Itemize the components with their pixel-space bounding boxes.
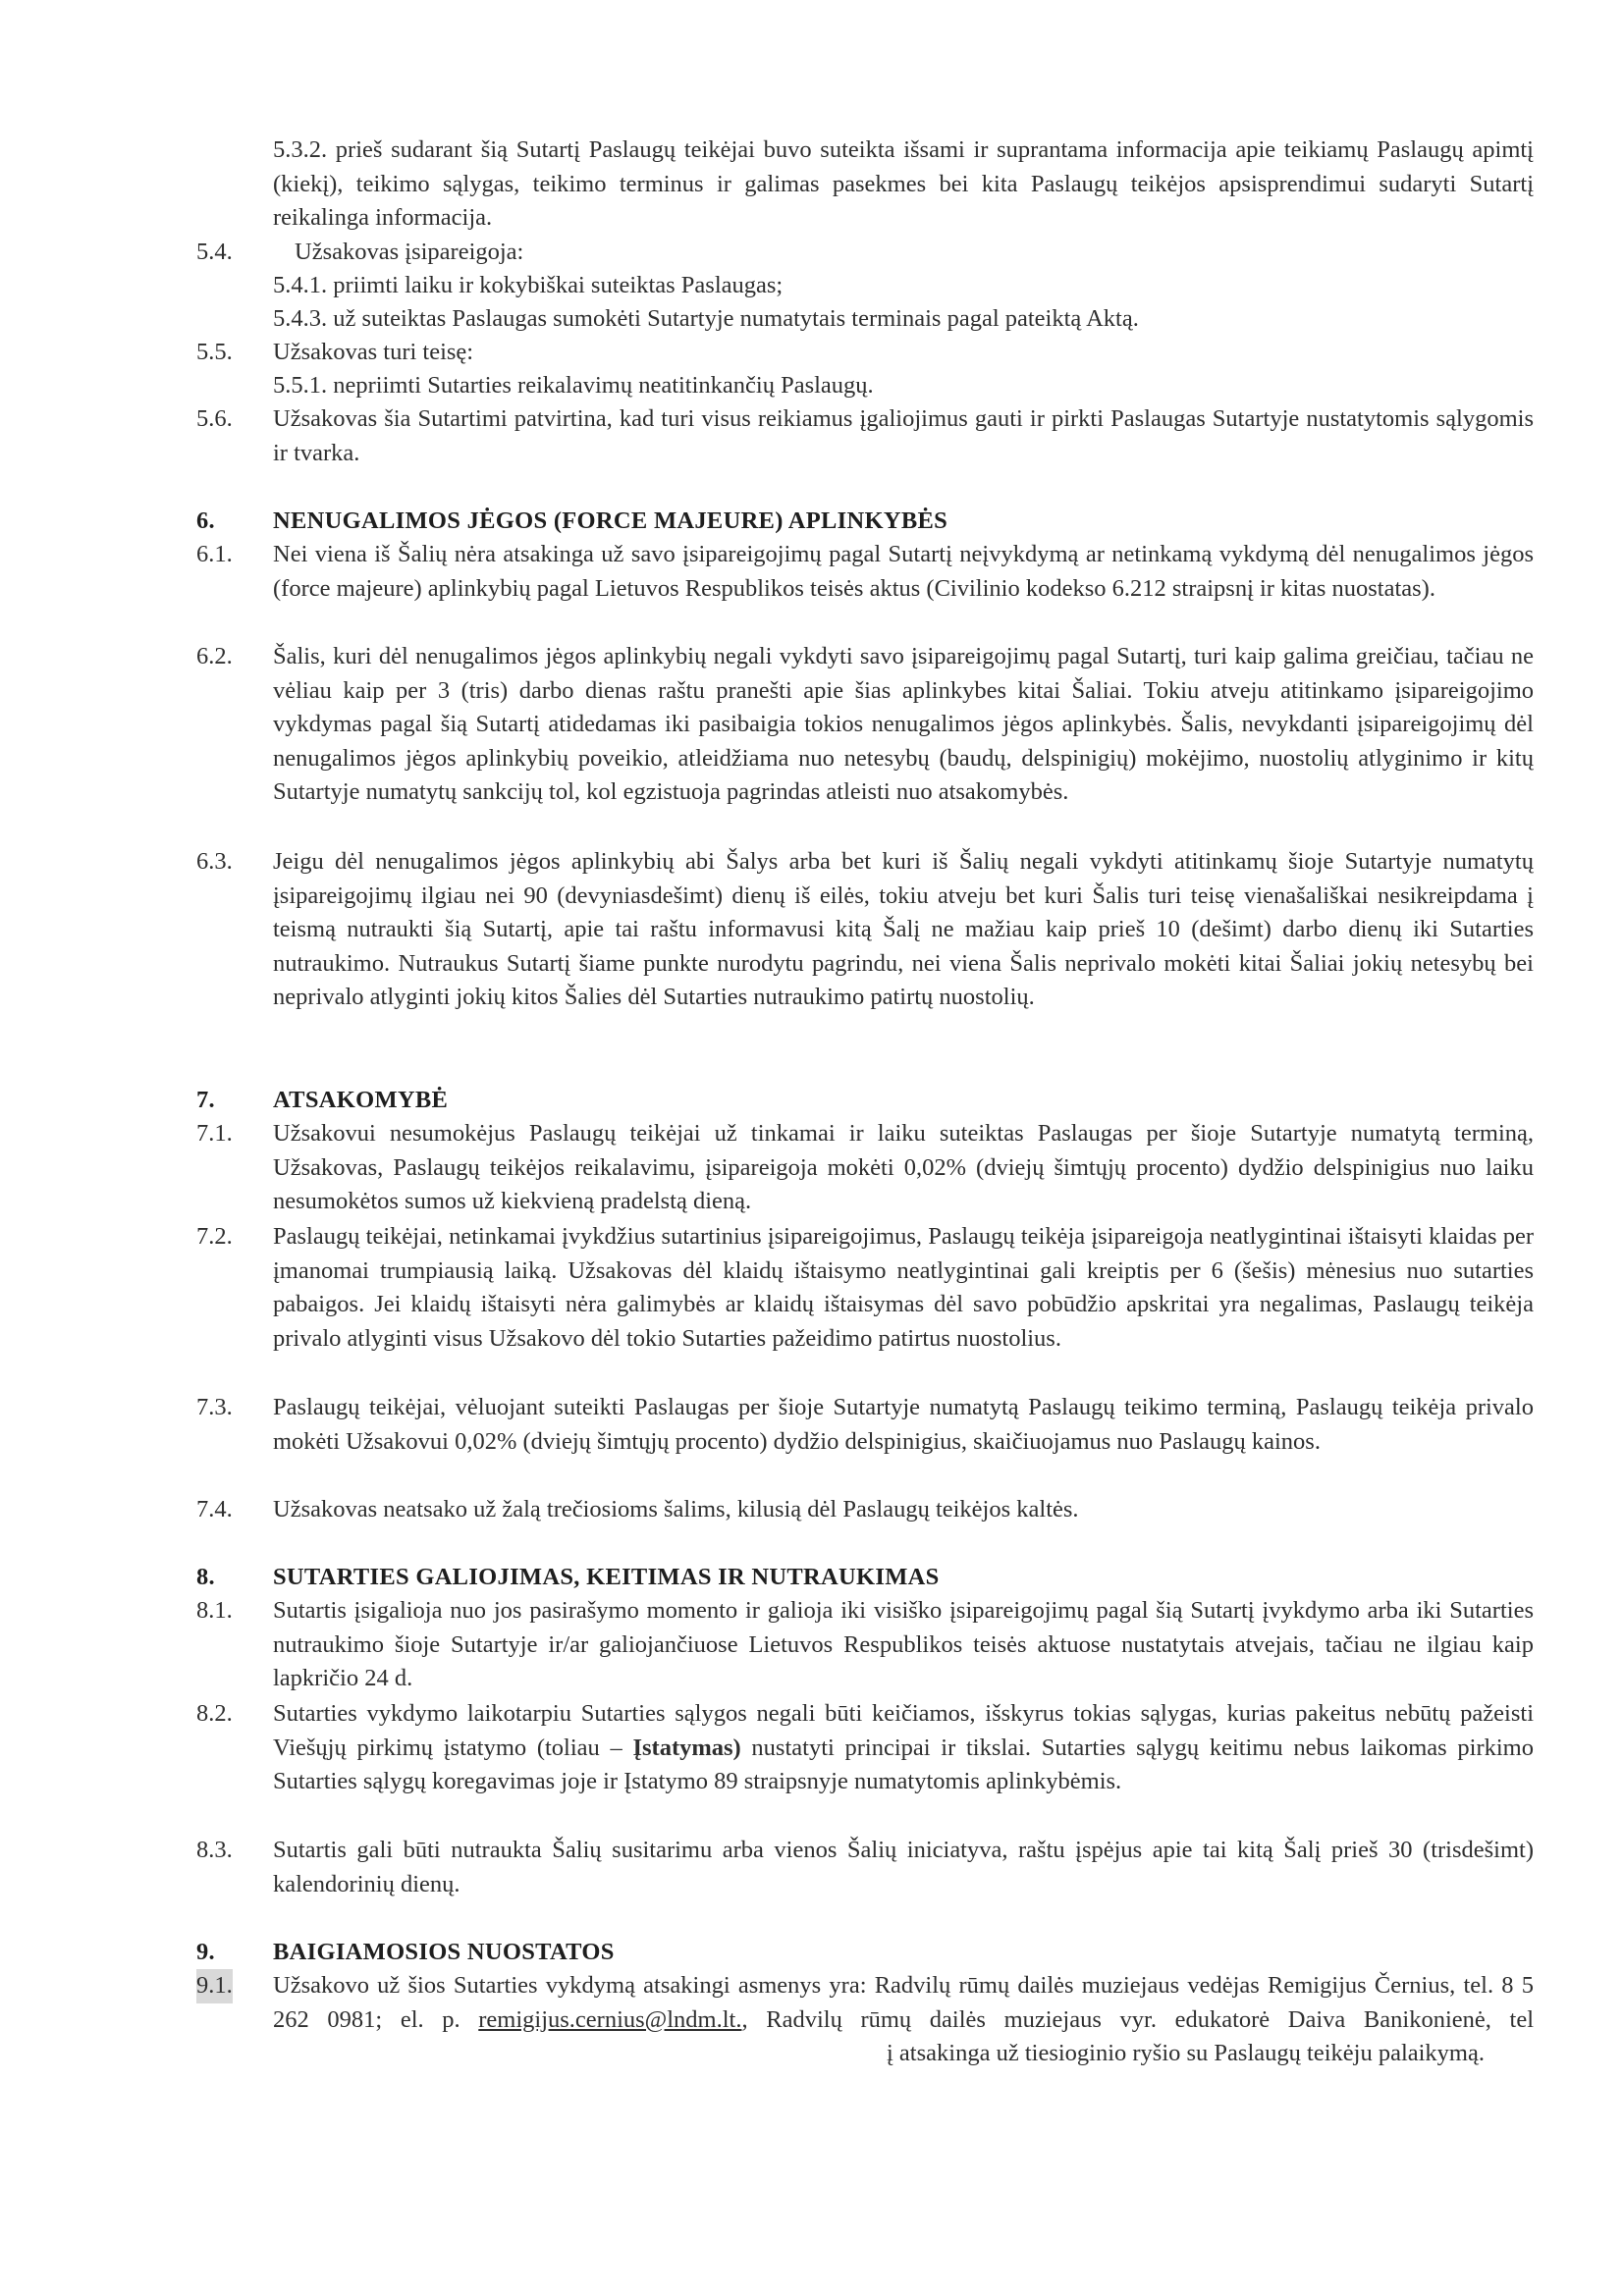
clause-number: 5.6. — [196, 405, 233, 432]
clause-text — [273, 1697, 1534, 1799]
clause-number: 8.1. — [196, 1597, 233, 1624]
clause-text-part: Sutarties vykdymo laikotarpiu Sutarties sąlygos negali būti keičiamos, išskyrus tokias sąlygas, kurias pakeitus nebūtų pažeisti Viešųjų pirkimų įstatymo (toliau – — [273, 1700, 1534, 1761]
clause-number: 6.1. — [196, 541, 233, 567]
section-number: 8. — [196, 1564, 215, 1590]
clause-text: Užsakovas neatsako už žalą trečiosioms šalims, kilusią dėl Paslaugų teikėjos kaltės. — [273, 1496, 1079, 1522]
section-number: 7. — [196, 1087, 215, 1113]
clause-text: Paslaugų teikėjai, netinkamai įvykdžius sutartinius įsipareigojimus, Paslaugų teikėja įsipareigoja neatlygintinai ištaisyti klaidas per įmanomai trumpiausią laiką. Užsakovas dėl klaidų ištaisymo neatlygintinai gali kreiptis per 6 (šešis) mėnesius nuo sutarties pabaigos. Jei klaidų ištaisyti nėra galimybės ar klaidų ištaisymas dėl savo pobūdžio apskritai yra negalimas, Paslaugų teikėja privalo atlyginti visus Užsakovo dėl tokio Sutarties pažeidimo patirtus nuostolius. — [273, 1223, 1534, 1352]
clause-number: 8.2. — [196, 1700, 233, 1727]
clause-number: 5.5. — [196, 339, 233, 365]
section-number: 9. — [196, 1939, 215, 1965]
clause-text-part: Užsakovo už šios Sutarties vykdymą atsakingi asmenys yra: Radvilų rūmų dailės muziejaus vedėjas Remigijus Černius, tel. 8 5 262 0981; el. p. — [273, 1972, 1534, 2033]
defined-term: Įstatymas) — [632, 1734, 741, 1761]
section-title: SUTARTIES GALIOJIMAS, KEITIMAS IR NUTRAUKIMAS — [273, 1564, 940, 1590]
clause-number: 5.4. — [196, 239, 233, 265]
clause-text — [273, 1969, 1534, 2071]
clause-text: Užsakovui nesumokėjus Paslaugų teikėjai už tinkamai ir laiku suteiktas Paslaugas per šioje Sutartyje numatytą terminą, Užsakovas, Paslaugų teikėjos reikalavimu, įsipareigoja mokėti 0,02% (dviejų šimtųjų procento) dydžio delspinigius nuo laiku nesumokėtos sumos už kiekvieną pradelstą dieną. — [273, 1120, 1534, 1214]
section-number: 6. — [196, 507, 215, 534]
clause-text: Užsakovas turi teisę: — [273, 339, 474, 365]
clause-text-part: nustatyti principai ir tikslai. Sutarties sąlygų keitimu nebus laikomas pirkimo Sutarties sąlygų koregavimas joje ir Įstatymo 89 straipsnyje numatytomis aplinkybėmis. — [273, 1734, 1534, 1794]
clause-number: 7.2. — [196, 1223, 233, 1250]
email-link[interactable]: remigijus.cernius@lndm.lt. — [478, 2005, 742, 2033]
clause-text: Sutartis įsigalioja nuo jos pasirašymo momento ir galioja iki visiško įsipareigojimų pagal šią Sutartį įvykdymo arba iki Sutarties nutraukimo šioje Sutartyje ir/ar galiojančiuose Lietuvos Respublikos teisės aktuose nustatytais atvejais, tačiau ne ilgiau kaip lapkričio 24 d. — [273, 1597, 1534, 1691]
clause-number: 7.4. — [196, 1496, 233, 1522]
section-title: BAIGIAMOSIOS NUOSTATOS — [273, 1939, 615, 1965]
clause-number: 7.3. — [196, 1394, 233, 1420]
clause-text: 5.4.3. už suteiktas Paslaugas sumokėti Sutartyje numatytais terminais pagal pateiktą Aktą. — [273, 305, 1139, 332]
section-title: ATSAKOMYBĖ — [273, 1087, 449, 1113]
clause-number: 8.3. — [196, 1837, 233, 1863]
clause-text: 5.3.2. prieš sudarant šią Sutartį Paslaugų teikėjai buvo suteikta išsami ir suprantama informacija apie teikiamų Paslaugų apimtį (kiekį), teikimo sąlygas, teikimo terminus ir galimas pasekmes bei kita Paslaugų teikėjos apsisprendimui sudaryti Sutartį reikalinga informacija. — [273, 136, 1534, 231]
clause-number: 9.1. — [196, 1969, 233, 2003]
clause-text-part: į atsakinga už tiesioginio ryšio su Paslaugų teikėju palaikymą. — [887, 2040, 1485, 2066]
clause-text: 5.5.1. nepriimti Sutarties reikalavimų neatitinkančių Paslaugų. — [273, 372, 874, 399]
clause-text: Užsakovas šia Sutartimi patvirtina, kad turi visus reikiamus įgaliojimus gauti ir pirkti Paslaugas Sutartyje nustatytomis sąlygomis ir tvarka. — [273, 405, 1534, 466]
clause-number: 6.2. — [196, 643, 233, 669]
clause-number: 6.3. — [196, 848, 233, 875]
clause-text: 5.4.1. priimti laiku ir kokybiškai suteiktas Paslaugas; — [273, 272, 784, 298]
clause-text: Užsakovas įsipareigoja: — [295, 239, 524, 265]
clause-text-part: , Radvilų rūmų dailės muziejaus vyr. edukatorė Daiva Banikonienė, tel — [741, 2005, 1534, 2033]
section-title: NENUGALIMOS JĖGOS (FORCE MAJEURE) APLINKYBĖS — [273, 507, 948, 534]
clause-text: Šalis, kuri dėl nenugalimos jėgos aplinkybių negali vykdyti savo įsipareigojimų pagal Sutartį, turi kaip galima greičiau, tačiau ne vėliau kaip per 3 (tris) darbo dienas raštu pranešti apie šias aplinkybes kitai Šaliai. Tokiu atveju atitinkamo įsipareigojimo vykdymas pagal šią Sutartį atidedamas iki pasibaigia tokios nenugalimos jėgos aplinkybės. Šalis, nevykdanti įsipareigojimų dėl nenugalimos jėgos aplinkybių poveikio, atleidžiama nuo netesybų (baudų, delspinigių) mokėjimo, nuostolių atlyginimo ir kitų Sutartyje numatytų sankcijų tol, kol egzistuoja pagrindas atleisti nuo atsakomybės. — [273, 643, 1534, 805]
clause-number: 7.1. — [196, 1120, 233, 1147]
clause-text: Jeigu dėl nenugalimos jėgos aplinkybių abi Šalys arba bet kuri iš Šalių negali vykdyti atitinkamų šioje Sutartyje numatytų įsipareigojimų ilgiau nei 90 (devyniasdešimt) dienų iš eilės, tokiu atveju bet kuri Šalis turi teisę vienašališkai nesikreipdama į teismą nutraukti šią Sutartį, apie tai raštu informavusi kitą Šalį ne mažiau kaip prieš 10 (dešimt) darbo dienų iki Sutarties nutraukimo. Nutraukus Sutartį šiame punkte nurodytu pagrindu, nei viena Šalis neprivalo mokėti kitai Šaliai jokių netesybų bei neprivalo atlyginti jokių kitos Šalies dėl Sutarties nutraukimo patirtų nuostolių. — [273, 848, 1534, 1010]
clause-text: Sutartis gali būti nutraukta Šalių susitarimu arba vienos Šalių iniciatyva, raštu įspėjus apie tai kitą Šalį prieš 30 (trisdešimt) kalendorinių dienų. — [273, 1837, 1534, 1897]
clause-text: Paslaugų teikėjai, vėluojant suteikti Paslaugas per šioje Sutartyje numatytą Paslaugų teikimo terminą, Paslaugų teikėja privalo mokėti Užsakovui 0,02% (dviejų šimtųjų procento) dydžio delspinigius, skaičiuojamus nuo Paslaugų kainos. — [273, 1394, 1534, 1455]
clause-text: Nei viena iš Šalių nėra atsakinga už savo įsipareigojimų pagal Sutartį neįvykdymą ar netinkamą vykdymą dėl nenugalimos jėgos (force majeure) aplinkybių pagal Lietuvos Respublikos teisės aktus (Civilinio kodekso 6.212 straipsnį ir kitas nuostatas). — [273, 541, 1534, 602]
